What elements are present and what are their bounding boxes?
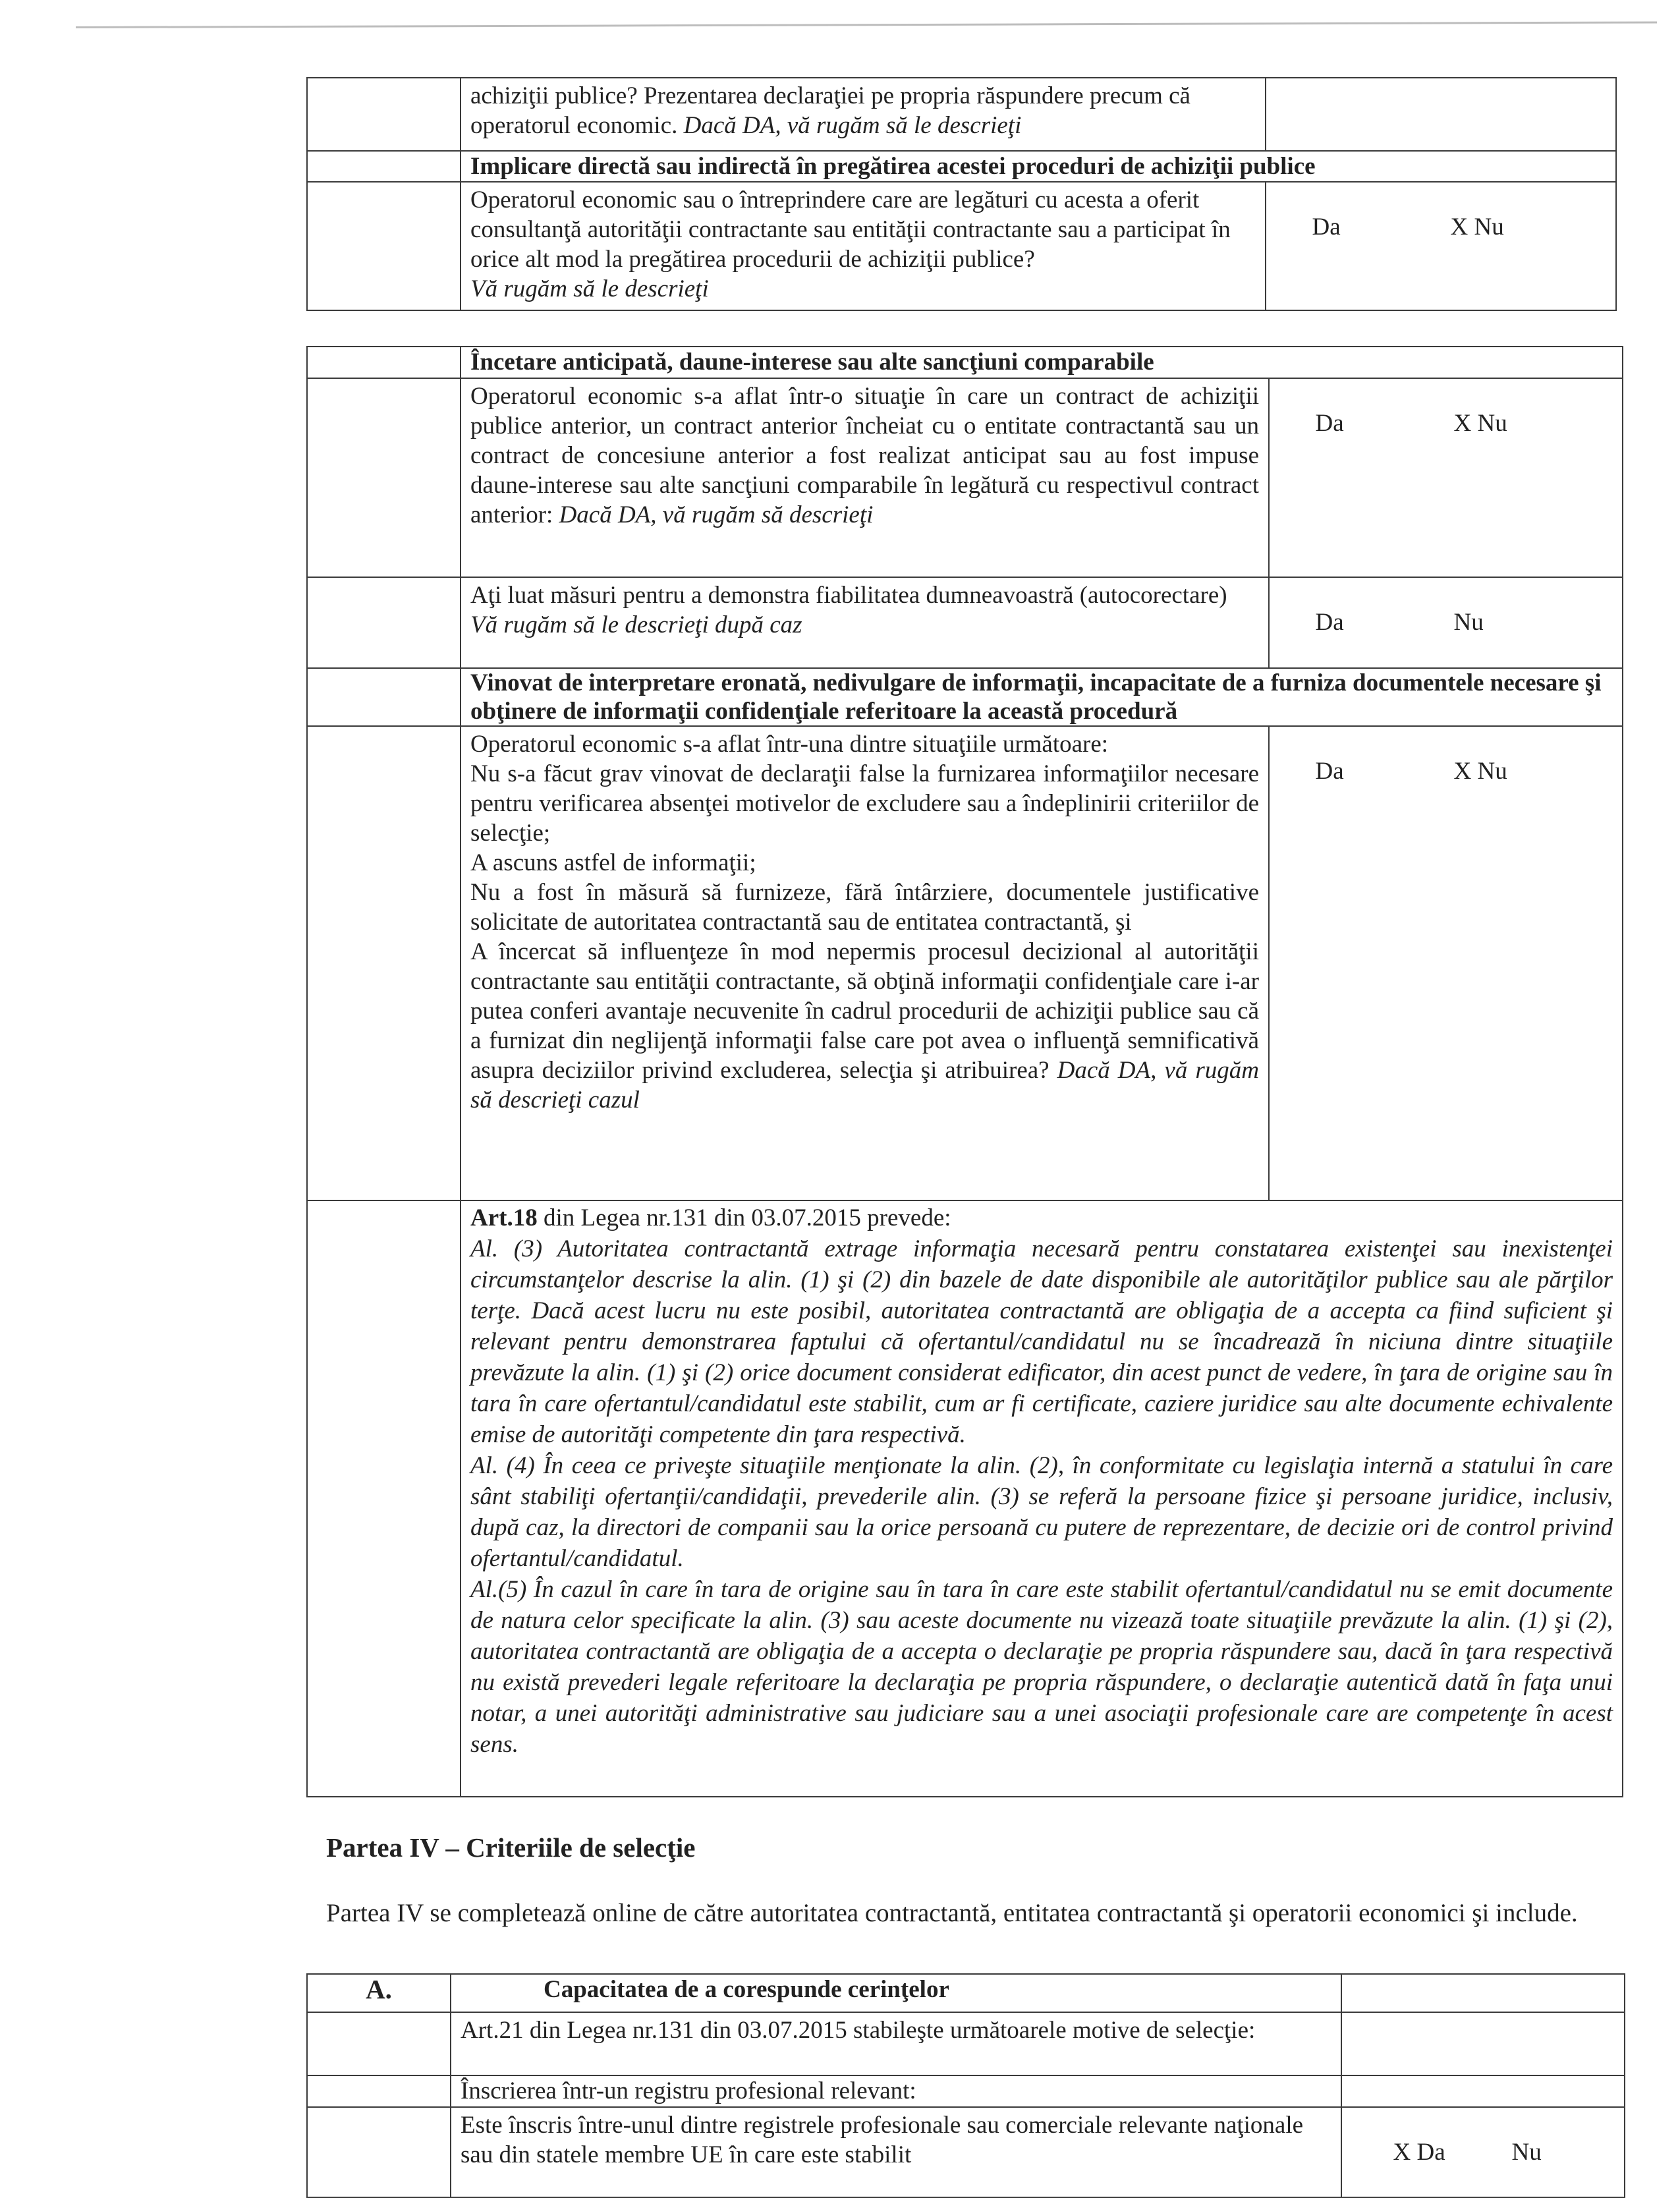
option-da[interactable]: Da [1315,758,1344,785]
row-number-cell [307,378,461,577]
question-cell: Operatorul economic s-a aflat într-una dintre situaţiile următoare: Nu s-a făcut grav vinovat de declaraţii false la furnizarea informaţiilor necesare pentru verificarea absenţei motivelor de excludere sau a îndeplinirii criteriilor de selecţie; A ascuns astfel de informaţii; Nu a fost în măsură să furnizeze, fără întârziere, documentele justificative solicitate de autoritatea contractantă sau de entitatea contractantă, şi A încercat să influenţeze în mod nepermis procesul decizional al autorităţii contractante sau entităţii contractante, să obţină informaţii confidenţiale care i-ar putea conferi avantaje necuvenite în cadrul procedurii de achiziţii publice sau că a furnizat din neglijenţă informaţii false care pot avea o influenţă semnificativă asupra deciziilor privind excluderea, selecţia şi atribuirea? Dacă DA, vă rugăm să descrieţi cazul [461,726,1269,1200]
option-da[interactable]: X Da [1393,2139,1445,2166]
table-header-row [307,1974,1625,2012]
option-nu[interactable]: Nu [1511,2139,1542,2166]
row-number-cell [307,182,461,310]
option-da[interactable]: Da [1315,410,1344,437]
da-nu-answer[interactable] [1269,378,1623,577]
table-row [307,78,1616,151]
question-cell: Este înscris între-unul dintre registrele profesionale sau comerciale relevante naţionale sau din statele membre UE în care este stabilit [451,2107,1341,2197]
row-number-cell [307,577,461,668]
page-top-rule [76,21,1657,28]
section-header: Implicare directă sau indirectă în pregătirea acestei proceduri de achiziţii publice [461,151,1616,182]
selection-criteria-table [306,1973,1625,2198]
section-header: Vinovat de interpretare eronată, nedivulgare de informaţii, incapacitate de a furniza documentele necesare şi obţinere de informaţii confidenţiale referitoare la această procedură [461,668,1623,726]
situation-line: Nu a fost în măsură să furnizeze, fără întârziere, documentele justificative solicitate de autoritatea contractantă sau de entitatea contractantă, şi [470,879,1259,936]
table-row [307,2012,1625,2075]
answer-cell[interactable] [1266,78,1616,151]
exclusion-table-2 [306,346,1623,1797]
exclusion-table-1 [306,77,1617,311]
section-letter: A. [307,1974,451,2012]
row-number-cell [307,2075,451,2107]
answer-cell [1341,1974,1625,2012]
option-da[interactable]: Da [1312,213,1341,240]
da-nu-answer[interactable] [1269,726,1623,1200]
section-heading-part-iv: Partea IV – Criteriile de selecţie [326,1832,696,1863]
row-number-cell [307,668,461,726]
row-number-cell [307,2012,451,2075]
question-cell: achiziţii publice? Prezentarea declaraţiei pe propria răspundere precum că operatorul economic. Dacă DA, vă rugăm să le descrieţi [461,78,1266,151]
legal-paragraph: Al. (4) În ceea ce priveşte situaţiile menţionate la alin. (2), în conformitate cu legislaţia internă a statului în care sânt stabiliţi ofertanţii/candidaţii, prevederile alin. (3) se referă la persoane fizice şi persoane juridice, inclusiv, după caz, la directori de companii sau la orice persoană cu putere de reprezentare, de decizie ori de control privind ofertantul/candidatul. [470,1452,1613,1572]
question-cell: Operatorul economic s-a aflat într-o situaţie în care un contract de achiziţii publice anterior, un contract anterior încheiat cu o entitate contractantă sau un contract de concesiune anterior a fost realizat anticipat sau au fost impuse daune-interese sau alte sancţiuni comparabile în legătură cu respectivul contract anterior: Dacă DA, vă rugăm să descrieţi [461,378,1269,577]
row-number-cell [307,347,461,378]
answer-cell [1341,2075,1625,2107]
part-iv-intro: Partea IV se completează online de către autoritatea contractantă, entitatea contractantă şi operatorii economici şi include. [326,1899,1578,1927]
table-row [307,2075,1625,2107]
situation-line: A ascuns astfel de informaţii; [470,849,756,876]
option-da[interactable]: Da [1315,609,1344,636]
section-header-row [307,668,1623,726]
option-nu[interactable]: Nu [1453,609,1484,636]
question-cell: Operatorul economic sau o întreprindere care are legături cu acesta a oferit consultanţă autorităţii contractante sau entităţii contractante sau a participat în orice alt mod la pregătirea procedurii de achiziţii publice? Vă rugăm să le descrieţi [461,182,1266,310]
legal-paragraph: Al. (3) Autoritatea contractantă extrage informaţia necesară pentru constatarea existenţei sau inexistenţei circumstanţelor descrise la alin. (1) şi (2) din bazele de date disponibile ale autorităţilor publice sau ale părţilor terţe. Dacă acest lucru nu este posibil, autoritatea contractantă are obligaţia de a accepta ca fiind suficient şi relevant pentru demonstrarea faptului că ofertantul/candidatul nu se încadrează în niciuna dintre situaţiile prevăzute la alin. (1) şi (2) orice document considerat edificator, din acest punct de vedere, în ţara de origine sau în tara în care ofertantul/candidatul este stabilit, cum ar fi certificate, caziere juridice sau alte documente echivalente emise de autorităţi competente din ţara respectivă. [470,1235,1613,1448]
section-header-row [307,347,1623,378]
table-row [307,726,1623,1200]
da-nu-answer[interactable] [1266,182,1616,310]
section-title: Capacitatea de a corespunde cerinţelor [451,1974,1341,2012]
answer-cell [1341,2012,1625,2075]
section-header: Încetare anticipată, daune-interese sau alte sancţiuni comparabile [461,347,1623,378]
table-row [307,378,1623,577]
table-row [307,182,1616,310]
legal-paragraph: Al.(5) În cazul în care în tara de origine sau în tara în care este stabilit ofertantul/candidatul nu se emit documente de natura celor specificate la alin. (3) sau aceste documente nu vizează toate situaţiile prevăzute la alin. (1) şi (2), autoritatea contractantă are obligaţia de a accepta o declaraţie pe propria răspundere sau, dacă în ţara respectivă nu există prevederi legale referitoare la declaraţia pe propria răspundere, o declaraţie autentică dată în faţa unui notar, a unei autorităţi administrative sau judiciare sau a unei asociaţii profesionale care are competenţe în acest sens. [470,1576,1613,1758]
section-header-row [307,151,1616,182]
situation-line: Operatorul economic s-a aflat într-una dintre situaţiile următoare: [470,731,1109,758]
question-cell: Înscrierea într-un registru profesional relevant: [451,2075,1341,2107]
legal-reference-cell: Art.18 din Legea nr.131 din 03.07.2015 prevede: Al. (3) Autoritatea contractantă extrage informaţia necesară pentru constatarea existenţei sau inexistenţei circumstanţelor descrise la alin. (1) şi (2) din bazele de date disponibile ale autorităţilor publice sau ale părţilor terţe. Dacă acest lucru nu este posibil, autoritatea contractantă are obligaţia de a accepta ca fiind suficient şi relevant pentru demonstrarea faptului că ofertantul/candidatul nu se încadrează în niciuna dintre situaţiile prevăzute la alin. (1) şi (2) orice document considerat edificator, din acest punct de vedere, în ţara de origine sau în tara în care ofertantul/candidatul este stabilit, cum ar fi certificate, caziere juridice sau alte documente echivalente emise de autorităţi competente din ţara respectivă. Al. (4) În ceea ce priveşte situaţiile menţionate la alin. (2), în conformitate cu legislaţia internă a statului în care sânt stabiliţi ofertanţii/candidaţii, prevederile alin. (3) se referă la persoane fizice şi persoane juridice, inclusiv, după caz, la directori de companii sau la orice persoană cu putere de reprezentare, de decizie ori de control privind ofertantul/candidatul. Al.(5) În cazul în care în tara de origine sau în tara în care este stabilit ofertantul/candidatul nu se emit documente de natura celor specificate la alin. (3) sau aceste documente nu vizează toate situaţiile prevăzute la alin. (1) şi (2), autoritatea contractantă are obligaţia de a accepta o declaraţie pe propria răspundere sau, dacă în ţara respectivă nu există prevederi legale referitoare la declaraţia pe propria răspundere, o declaraţie autentică dată în faţa unui notar, a unei autorităţi administrative sau judiciare sau a unei asociaţii profesionale care are competenţe în acest sens. [461,1200,1623,1797]
row-number-cell [307,726,461,1200]
table-row [307,2107,1625,2197]
da-nu-answer[interactable] [1341,2107,1625,2197]
row-number-cell [307,2107,451,2197]
row-number-cell [307,151,461,182]
table-row [307,577,1623,668]
situation-line: A încercat să influenţeze în mod nepermis procesul decizional al autorităţii contractante sau entităţii contractante, să obţină informaţii confidenţiale care i-ar putea conferi avantaje necuvenite în cadrul procedurii de achiziţii publice sau că a furnizat din neglijenţă informaţii false care pot avea o influenţă semnificativă asupra deciziilor privind excluderea, selecţia şi atribuirea? [470,938,1259,1084]
question-cell: Aţi luat măsuri pentru a demonstra fiabilitatea dumneavoastră (autocorectare) Vă rugăm să le descrieţi după caz [461,577,1269,668]
row-number-cell [307,1200,461,1797]
situation-line: Nu s-a făcut grav vinovat de declaraţii false la furnizarea informaţiilor necesare pentru verificarea absenţei motivelor de excludere sau a îndeplinirii criteriilor de selecţie; [470,760,1259,847]
option-nu[interactable]: X Nu [1453,410,1507,437]
question-cell: Art.21 din Legea nr.131 din 03.07.2015 stabileşte următoarele motive de selecţie: [451,2012,1341,2075]
legal-reference-row [307,1200,1623,1797]
row-number-cell [307,78,461,151]
option-nu[interactable]: X Nu [1450,213,1504,240]
da-nu-answer[interactable] [1269,577,1623,668]
option-nu[interactable]: X Nu [1453,758,1507,785]
